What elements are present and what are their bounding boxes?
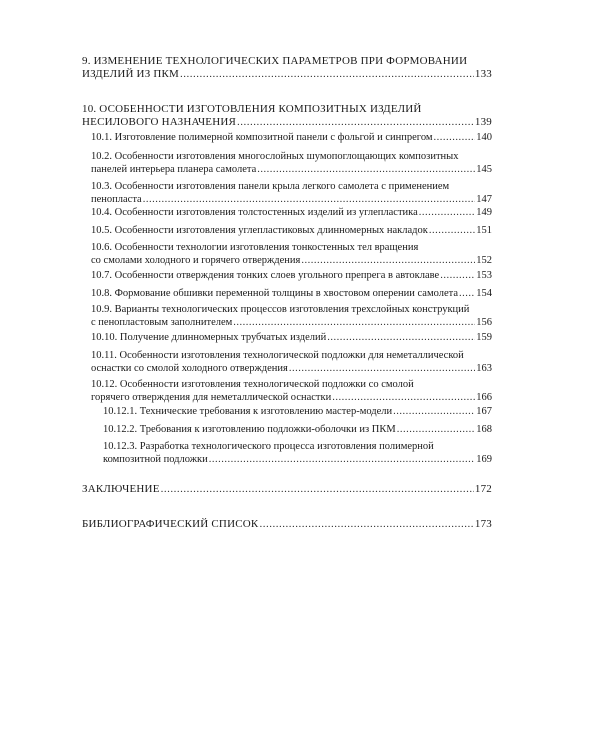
toc-page-number: 172: [474, 483, 492, 495]
toc-page-number: 145: [476, 164, 492, 175]
dot-leader: [419, 206, 475, 219]
toc-entry-title-line: композитной подложки: [103, 454, 208, 465]
toc-page-number: 167: [476, 406, 492, 417]
toc-entry: [91, 349, 492, 375]
toc-page-number: 166: [476, 392, 492, 403]
toc-entry-title-line: 10.10. Получение длинномерных трубчатых изделий: [91, 332, 327, 343]
toc-entry-title-line: 10.12.2. Требования к изготовлению подложки-оболочки из ПКМ: [103, 424, 396, 435]
toc-entry-title-line: ЗАКЛЮЧЕНИЕ: [82, 483, 160, 495]
toc-page-number: 147: [476, 194, 492, 205]
dot-leader: [233, 316, 475, 329]
toc-page-number: 163: [476, 363, 492, 374]
dot-leader: [434, 131, 476, 144]
toc-entry: [91, 269, 492, 282]
toc-page-number: 169: [476, 454, 492, 465]
toc-entry-title-line: 10.4. Особенности изготовления толстостенных изделий из углепластика: [91, 207, 418, 218]
toc-entry-title-line: оснастки со смолой холодного отверждения: [91, 363, 288, 374]
dot-leader: [209, 453, 476, 466]
toc-entry: [91, 331, 492, 344]
toc-page-number: 156: [476, 317, 492, 328]
toc-page-number: 154: [476, 288, 492, 299]
toc-entry-title-line: 10.11. Особенности изготовления технологической подложки для неметаллической: [91, 350, 464, 361]
toc-entry: [103, 440, 492, 466]
toc-page-number: 168: [476, 424, 492, 435]
toc-entry: [91, 303, 492, 329]
toc-entry-title-line: 10. ОСОБЕННОСТИ ИЗГОТОВЛЕНИЯ КОМПОЗИТНЫХ ИЗДЕЛИЙ: [82, 103, 422, 115]
dot-leader: [180, 68, 474, 81]
toc-entry-title-line: 10.12. Особенности изготовления технологической подложки со смолой: [91, 379, 414, 390]
toc-entry-title-line: 10.12.1. Технические требования к изготовлению мастер-модели: [103, 406, 393, 417]
dot-leader: [327, 331, 475, 344]
toc-page-number: 159: [476, 332, 492, 343]
toc-entry: [91, 378, 492, 404]
toc-page-number: 151: [476, 225, 492, 236]
dot-leader: [393, 405, 475, 418]
toc-page-number: 152: [476, 255, 492, 266]
toc-entry: [103, 423, 492, 436]
toc-entry-title-line: горячего отверждения для неметаллической оснастки: [91, 392, 332, 403]
toc-entry: [82, 483, 492, 496]
dot-leader: [440, 269, 475, 282]
dot-leader: [143, 193, 476, 206]
toc-entry-title-line: 10.1. Изготовление полимерной композитной панели с фольгой и синпрегом: [91, 132, 433, 143]
dot-leader: [237, 116, 474, 129]
toc-entry-title-line: НЕСИЛОВОГО НАЗНАЧЕНИЯ: [82, 116, 237, 128]
toc-entry-title-line: 10.5. Особенности изготовления углепластиковых длинномерных накладок: [91, 225, 428, 236]
toc-entry-title-line: 10.6. Особенности технологии изготовления тонкостенных тел вращения: [91, 242, 419, 253]
toc-entry: [103, 405, 492, 418]
toc-entry: [82, 103, 492, 129]
toc-entry-title-line: БИБЛИОГРАФИЧЕСКИЙ СПИСОК: [82, 518, 259, 530]
dot-leader: [259, 518, 473, 531]
dot-leader: [332, 391, 475, 404]
toc-entry: [91, 241, 492, 267]
toc-entry-title-line: 10.9. Варианты технологических процессов изготовления трехслойных конструкций: [91, 304, 470, 315]
dot-leader: [257, 163, 475, 176]
toc-entry-title-line: пенопласта: [91, 194, 142, 205]
toc-entry: [91, 180, 492, 206]
toc-entry-title-line: 10.12.3. Разработка технологического процесса изготовления полимерной: [103, 441, 434, 452]
dot-leader: [429, 224, 475, 237]
toc-entry-title-line: 10.3. Особенности изготовления панели крыла легкого самолета с применением: [91, 181, 450, 192]
toc-entry-title-line: со смолами холодного и горячего отверждения: [91, 255, 301, 266]
toc-entry: [91, 224, 492, 237]
toc-entry: [91, 131, 492, 144]
toc-page-number: 140: [476, 132, 492, 143]
toc-page-number: 173: [474, 518, 492, 530]
toc-entry-title-line: с пенопластовым заполнителем: [91, 317, 233, 328]
toc-entry-title-line: 10.8. Формование обшивки переменной толщины в хвостовом оперении самолета: [91, 288, 458, 299]
toc-page-number: 153: [476, 270, 492, 281]
toc-entry: [82, 518, 492, 531]
dot-leader: [397, 423, 476, 436]
toc-entry: [91, 150, 492, 176]
toc-entry: [91, 206, 492, 219]
toc-entry: [91, 287, 492, 300]
dot-leader: [301, 254, 475, 267]
toc-entry-title-line: ИЗДЕЛИЙ ИЗ ПКМ: [82, 68, 180, 80]
toc-page-number: 139: [474, 116, 492, 128]
toc-entry-title-line: 10.2. Особенности изготовления многослойных шумопоглощающих композитных: [91, 151, 459, 162]
toc-entry-title-line: панелей интерьера планера самолета: [91, 164, 257, 175]
dot-leader: [459, 287, 475, 300]
toc-page-number: 149: [476, 207, 492, 218]
toc-entry-title-line: 10.7. Особенности отверждения тонких слоев угольного препрега в автоклаве: [91, 270, 440, 281]
dot-leader: [161, 483, 474, 496]
dot-leader: [289, 362, 475, 375]
toc-entry-title-line: 9. ИЗМЕНЕНИЕ ТЕХНОЛОГИЧЕСКИХ ПАРАМЕТРОВ ПРИ ФОРМОВАНИИ: [82, 55, 468, 67]
toc-entry: [82, 55, 492, 81]
toc-page-number: 133: [474, 68, 492, 80]
